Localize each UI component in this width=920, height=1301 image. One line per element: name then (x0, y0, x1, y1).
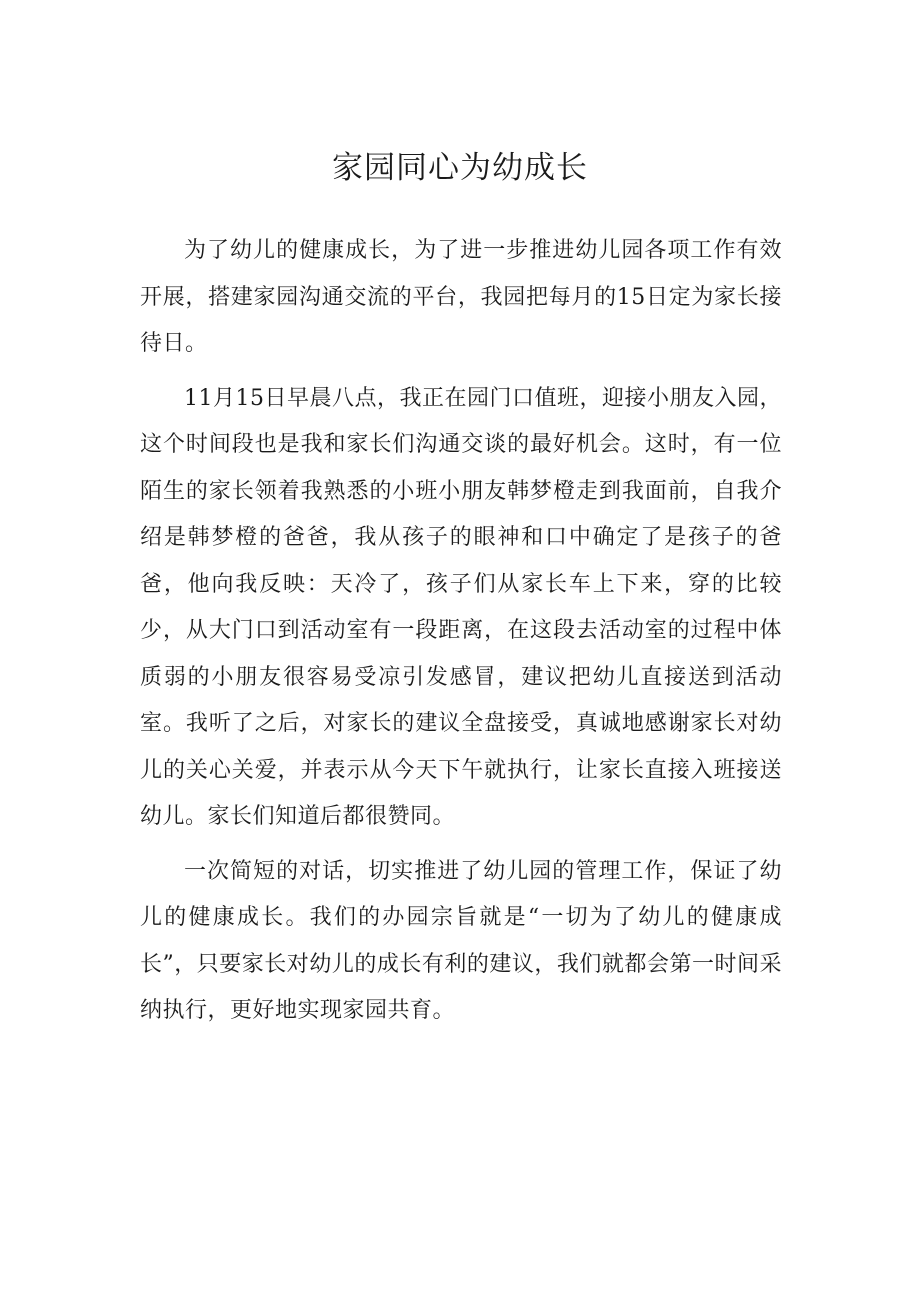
document-body (140, 228, 782, 1043)
paragraph-story: 11月15日早晨八点，我正在园门口值班，迎接小朋友入园，这个时间段也是我和家长们沟通交谈的最好机会。这时，有一位陌生的家长领着我熟悉的小班小朋友韩梦橙走到我面前，自我介绍是韩梦橙的爸爸，我从孩子的眼神和口中确定了是孩子的爸爸，他向我反映：天冷了，孩子们从家长车上下来，穿的比较少，从大门口到活动室有一段距离，在这段去活动室的过程中体质弱的小朋友很容易受凉引发感冒，建议把幼儿直接送到活动室。我听了之后，对家长的建议全盘接受，真诚地感谢家长对幼儿的关心关爱，并表示从今天下午就执行，让家长直接入班接送幼儿。家长们知道后都很赞同。 (140, 385, 782, 829)
paragraph-intro: 为了幼儿的健康成长，为了进一步推进幼儿园各项工作有效开展，搭建家园沟通交流的平台，我园把每月的15日定为家长接待日。 (140, 238, 782, 356)
paragraph-conclusion: 一次简短的对话，切实推进了幼儿园的管理工作，保证了幼儿的健康成长。我们的办园宗旨就是“一切为了幼儿的健康成长”，只要家长对幼儿的成长有利的建议，我们就都会第一时间采纳执行，更好地实现家园共育。 (140, 858, 782, 1023)
document-title: 家园同心为幼成长 (332, 150, 588, 186)
